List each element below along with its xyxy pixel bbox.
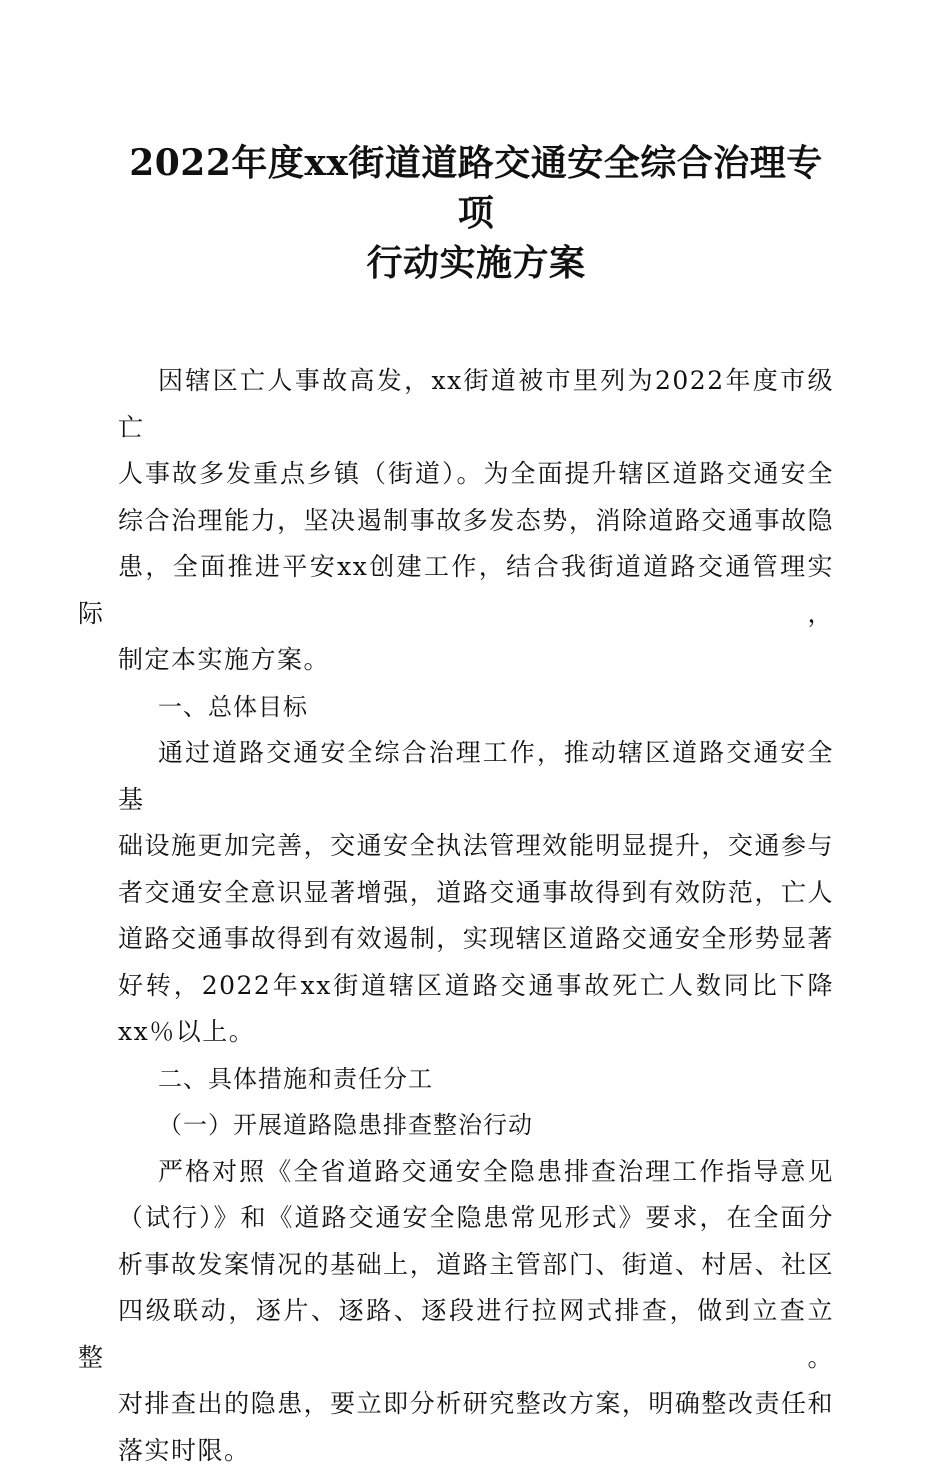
intro-line: 综合治理能力，坚决遏制事故多发态势，消除道路交通事故隐 <box>78 498 834 545</box>
inspection-paragraph <box>118 1149 834 1474</box>
inspection-line: 严格对照《全省道路交通安全隐患排查治理工作指导意见 <box>118 1149 834 1196</box>
goals-line: 通过道路交通安全综合治理工作，推动辖区道路交通安全基 <box>118 730 834 823</box>
document-body <box>118 358 834 1474</box>
document-page <box>118 138 834 1474</box>
intro-line: 制定本实施方案。 <box>78 637 834 684</box>
inspection-line: 对排查出的隐患，要立即分析研究整改方案，明确整改责任和 <box>78 1381 834 1428</box>
inspection-line: 落实时限。 <box>78 1428 834 1474</box>
section-heading-measures: 二、具体措施和责任分工 <box>118 1056 834 1103</box>
goals-paragraph <box>118 730 834 1056</box>
intro-line: 因辖区亡人事故高发，xx街道被市里列为2022年度市级亡 <box>118 358 834 451</box>
section-heading-goals: 一、总体目标 <box>118 684 834 731</box>
inspection-line: 四级联动，逐片、逐路、逐段进行拉网式排查，做到立查立整。 <box>78 1288 834 1381</box>
title-line-1: 2022年度xx街道道路交通安全综合治理专项 <box>118 138 834 238</box>
intro-line: 人事故多发重点乡镇（街道）。为全面提升辖区道路交通安全 <box>78 451 834 498</box>
goals-line: 础设施更加完善，交通安全执法管理效能明显提升，交通参与 <box>78 823 834 870</box>
inspection-line: （试行）》和《道路交通安全隐患常见形式》要求，在全面分 <box>78 1195 834 1242</box>
subsection-heading-inspection: （一）开展道路隐患排查整治行动 <box>118 1102 834 1149</box>
goals-line: 好转，2022年xx街道辖区道路交通事故死亡人数同比下降 <box>78 963 834 1010</box>
intro-line: 患，全面推进平安xx创建工作，结合我街道道路交通管理实际， <box>78 544 834 637</box>
goals-line: xx％以上。 <box>78 1009 834 1056</box>
goals-line: 者交通安全意识显著增强，道路交通事故得到有效防范，亡人 <box>78 870 834 917</box>
goals-line: 道路交通事故得到有效遏制，实现辖区道路交通安全形势显著 <box>78 916 834 963</box>
document-title <box>118 138 834 288</box>
title-line-2: 行动实施方案 <box>118 238 834 288</box>
inspection-line: 析事故发案情况的基础上，道路主管部门、街道、村居、社区 <box>78 1242 834 1289</box>
intro-paragraph <box>118 358 834 684</box>
